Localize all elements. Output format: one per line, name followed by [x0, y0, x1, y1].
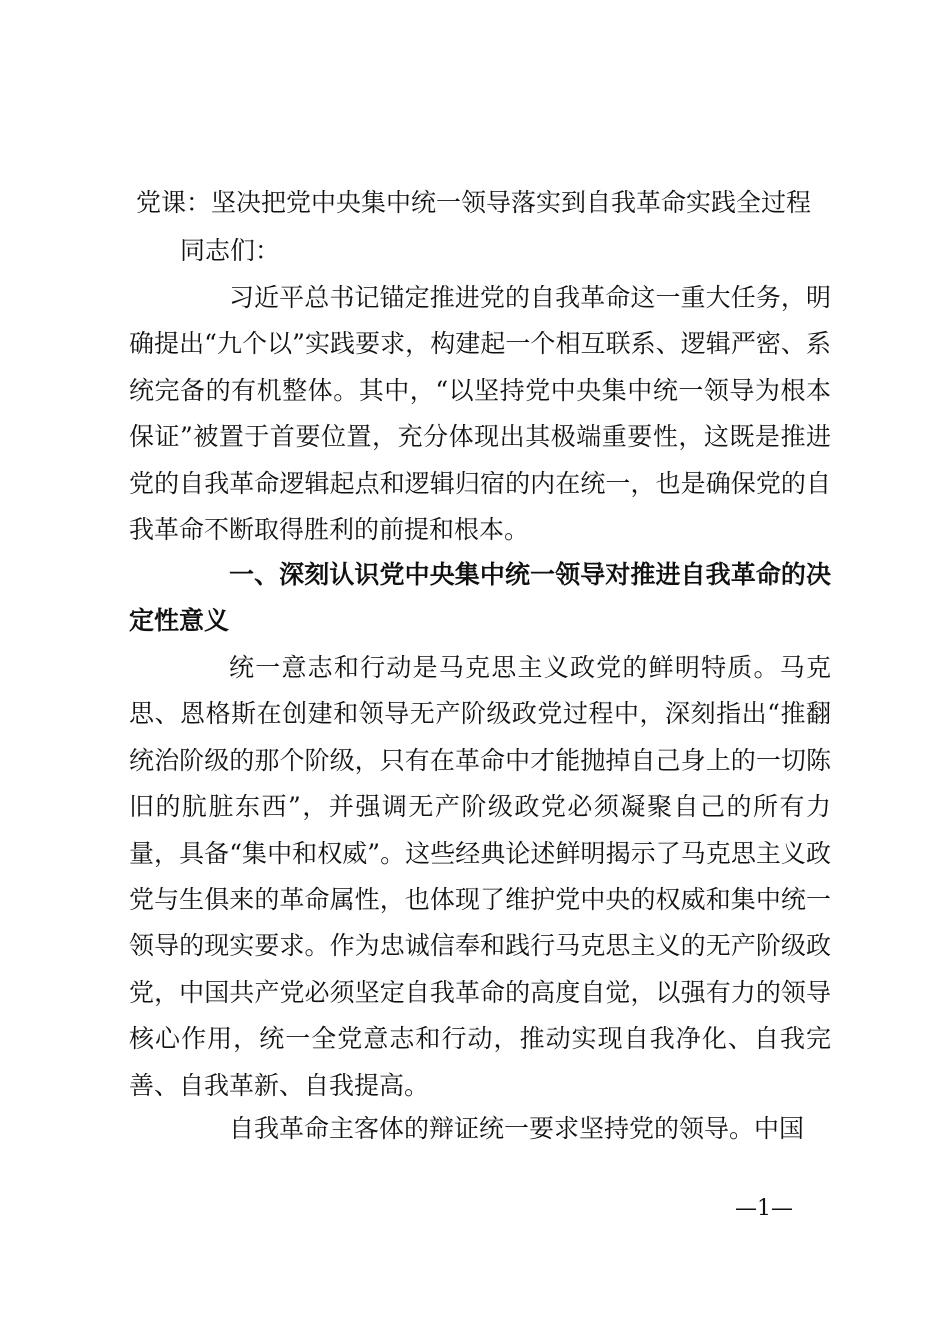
section-heading-1: 一、深刻认识党中央集中统一领导对推进自我革命的决定性意义 [129, 560, 831, 636]
salutation: 同志们： [180, 236, 281, 265]
page-number: —1— [735, 1196, 793, 1221]
document-title: 党课：坚决把党中央集中统一领导落实到自我革命实践全过程 [136, 188, 812, 217]
paragraph-3: 自我革命主客体的辩证统一要求坚持党的领导。中国 [229, 1114, 805, 1143]
paragraph-2: 统一意志和行动是马克思主义政党的鲜明特质。马克思、恩格斯在创建和领导无产阶级政党过程中，深刻指出“推翻统治阶级的那个阶级，只有在革命中才能抛掉自己身上的一切陈旧的肮脏东西”，并强调无产阶级政党必须凝聚自己的所有力量，具备“集中和权威”。这些经典论述鲜明揭示了马克思主义政党与生俱来的革命属性，也体现了维护党中央的权威和集中统一领导的现实要求。作为忠诚信奉和践行马克思主义的无产阶级政党，中国共产党必须坚定自我革命的高度自觉，以强有力的领导核心作用，统一全党意志和行动，推动实现自我净化、自我完善、自我革新、自我提高。 [129, 653, 831, 1100]
paragraph-1: 习近平总书记锚定推进党的自我革命这一重大任务，明确提出“九个以”实践要求，构建起一个相互联系、逻辑严密、系统完备的有机整体。其中，“以坚持党中央集中统一领导为根本保证”被置于首要位置，充分体现出其极端重要性，这既是推进党的自我革命逻辑起点和逻辑归宿的内在统一，也是确保党的自我革命不断取得胜利的前提和根本。 [129, 283, 831, 545]
